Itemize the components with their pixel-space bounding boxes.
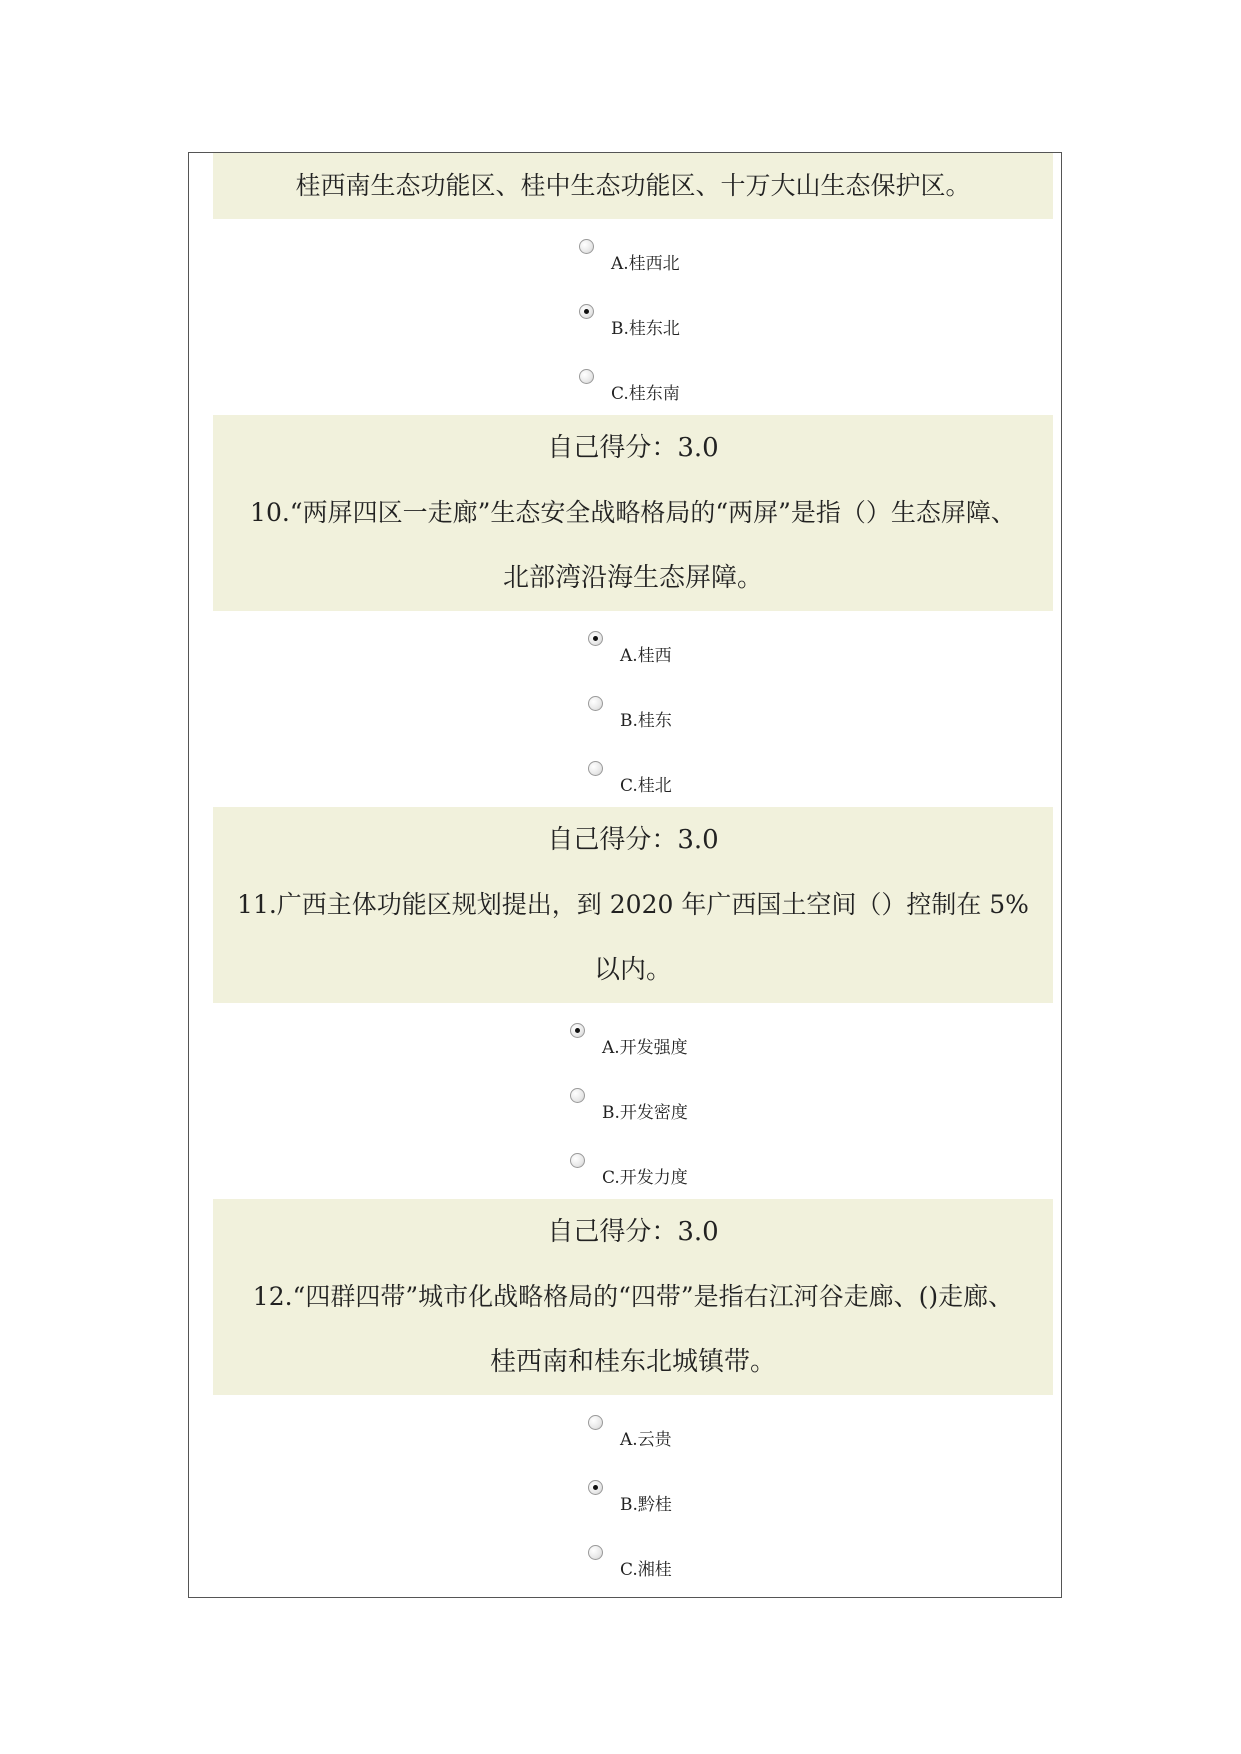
option-label: A.桂西北 (611, 254, 680, 274)
option-label: C.开发力度 (602, 1168, 688, 1188)
option-label: B.桂东 (620, 711, 672, 731)
question-9-text: 桂西南生态功能区、桂中生态功能区、十万大山生态保护区。 (295, 171, 971, 200)
option-label: A.云贵 (620, 1430, 672, 1450)
option-label: B.开发密度 (602, 1103, 688, 1123)
radio-icon[interactable] (570, 1023, 585, 1038)
radio-icon[interactable] (579, 304, 594, 319)
option-label: A.开发强度 (602, 1038, 688, 1058)
radio-icon[interactable] (579, 239, 594, 254)
question-10-line-2: 北部湾沿海生态屏障。 (502, 563, 763, 593)
question-9-band (213, 153, 1053, 219)
question-12-line-1: 12.“四群四带”城市化战略格局的“四带”是指右江河谷走廊、()走廊、 (252, 1282, 1014, 1311)
option-label: B.桂东北 (611, 319, 680, 339)
score-text: 自己得分：3.0 (547, 1217, 719, 1247)
radio-icon[interactable] (588, 761, 603, 776)
question-11-line-1: 11.广西主体功能区规划提出，到 2020 年广西国土空间（）控制在 5% (237, 890, 1029, 919)
radio-icon[interactable] (570, 1153, 585, 1168)
question-11-band (213, 807, 1053, 1003)
option-label: C.桂东南 (611, 384, 680, 404)
score-text: 自己得分：3.0 (547, 825, 719, 855)
question-10-band (213, 415, 1053, 611)
radio-icon[interactable] (588, 696, 603, 711)
option-label: A.桂西 (620, 646, 672, 666)
question-12-band (213, 1199, 1053, 1395)
option-label: C.湘桂 (620, 1560, 672, 1580)
radio-icon[interactable] (570, 1088, 585, 1103)
question-11-line-2: 以内。 (593, 955, 672, 985)
radio-icon[interactable] (588, 1415, 603, 1430)
radio-icon[interactable] (588, 1480, 603, 1495)
radio-icon[interactable] (588, 1545, 603, 1560)
question-12-line-2: 桂西南和桂东北城镇带。 (489, 1347, 776, 1377)
question-10-line-1: 10.“两屏四区一走廊”生态安全战略格局的“两屏”是指（）生态屏障、 (250, 498, 1016, 527)
radio-icon[interactable] (588, 631, 603, 646)
score-text: 自己得分：3.0 (547, 433, 719, 463)
option-label: B.黔桂 (620, 1495, 672, 1515)
radio-icon[interactable] (579, 369, 594, 384)
option-label: C.桂北 (620, 776, 672, 796)
quiz-panel (188, 152, 1062, 1598)
